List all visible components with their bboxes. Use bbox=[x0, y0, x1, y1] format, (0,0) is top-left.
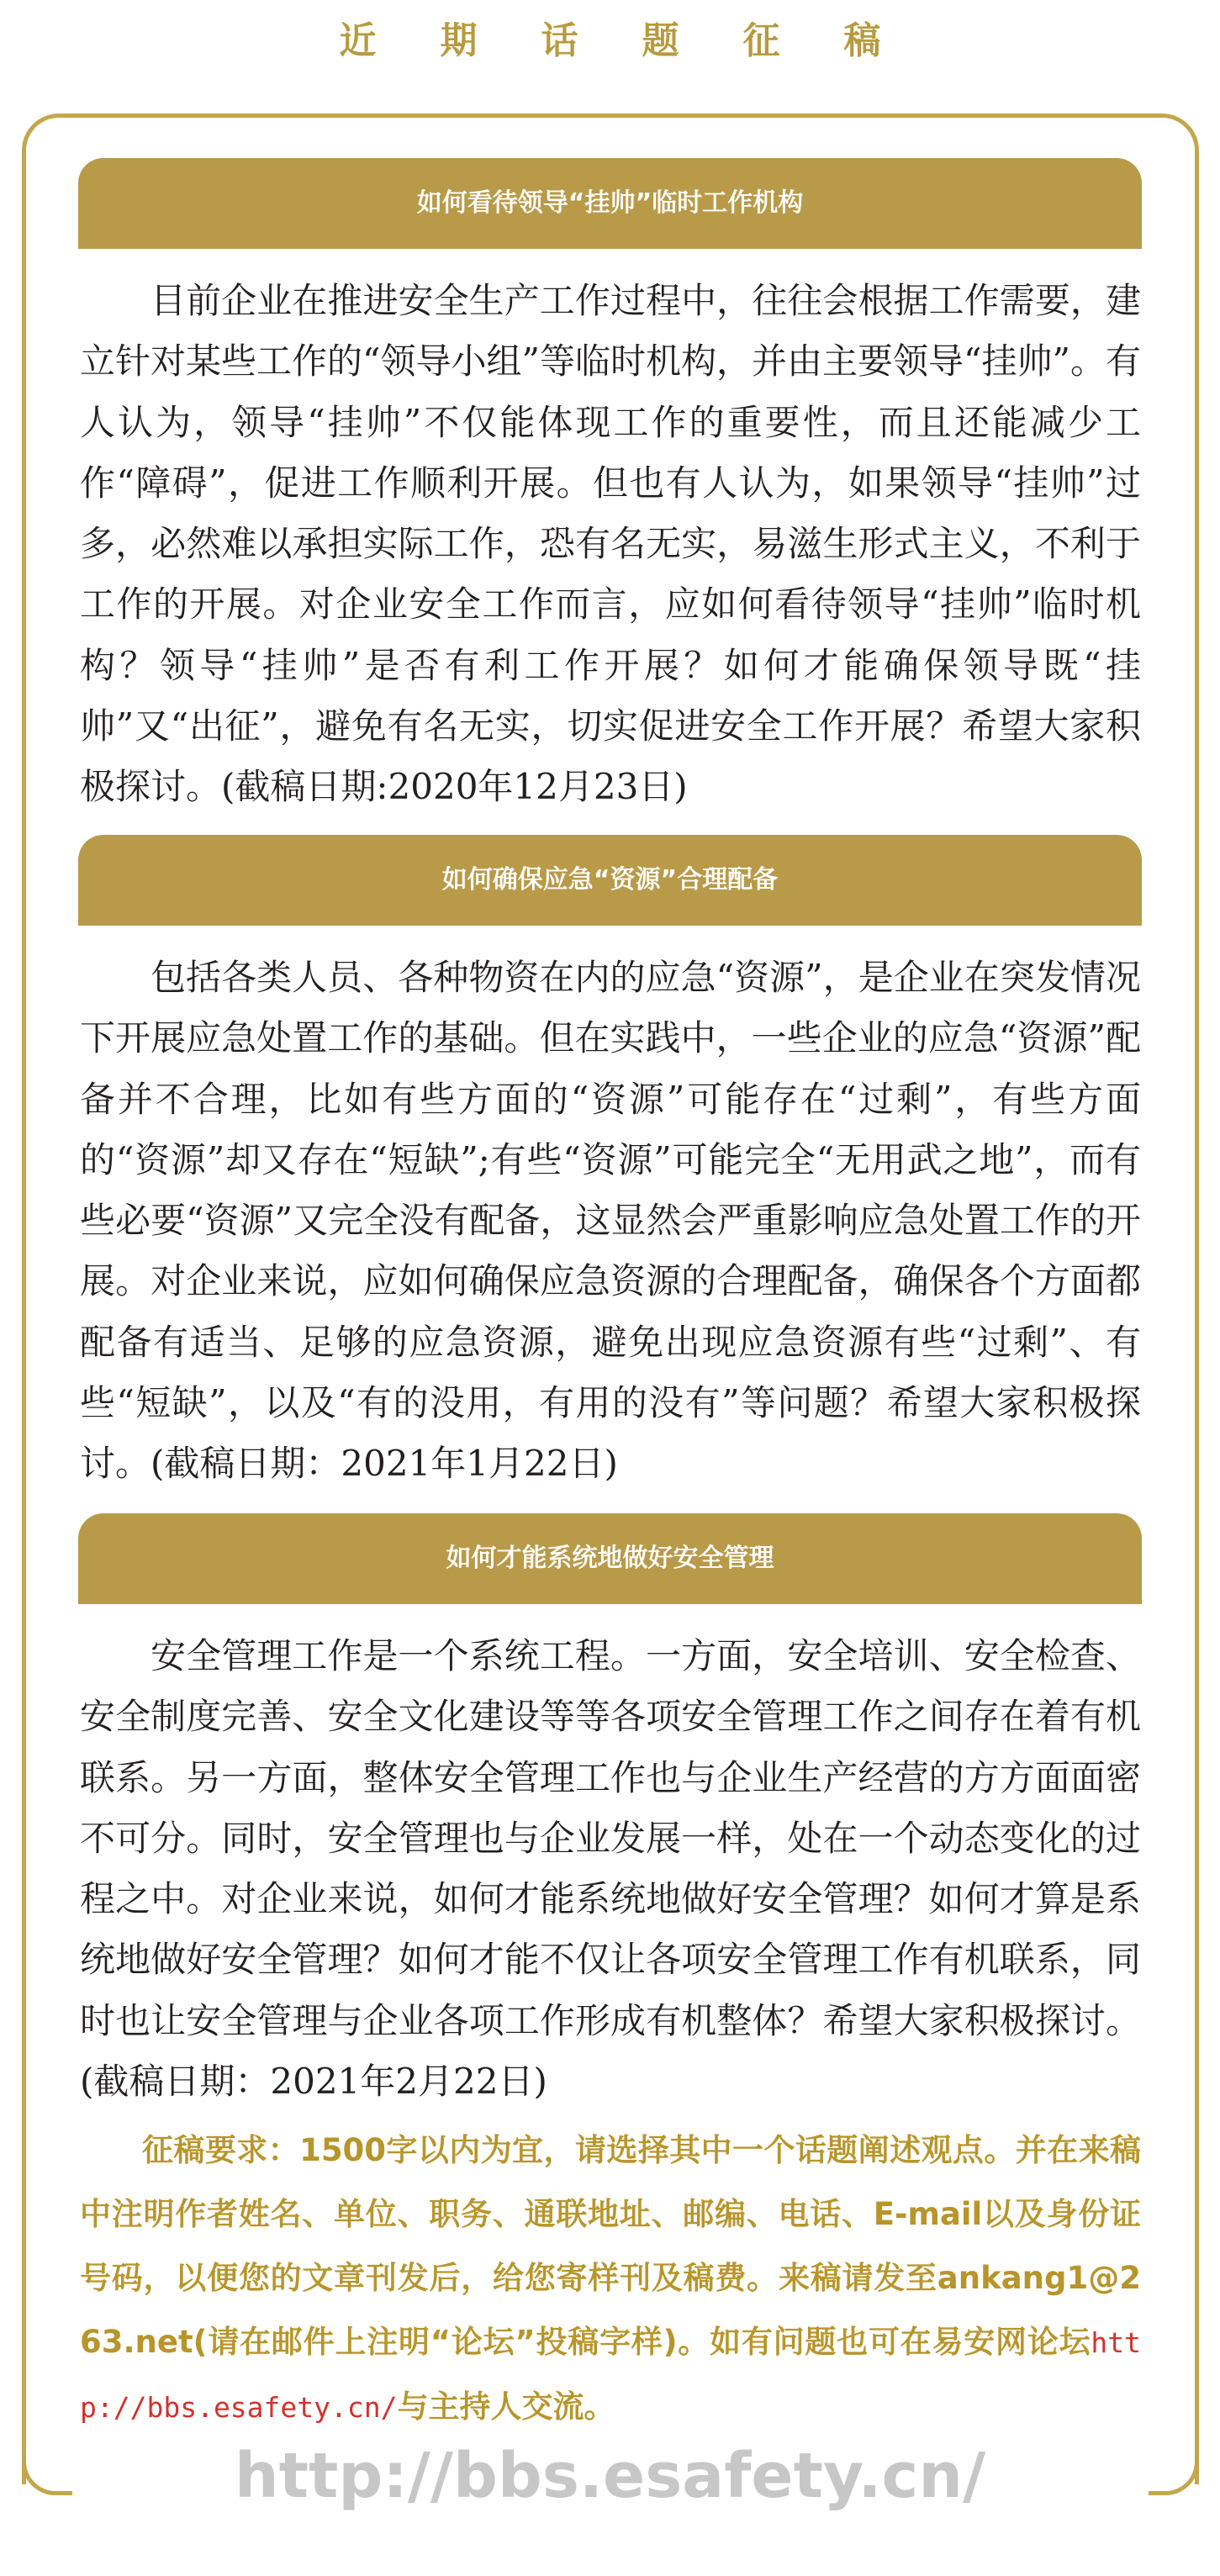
topic-1-body: 目前企业在推进安全生产工作过程中，往往会根据工作需要，建立针对某些工作的“领导小组”等临时机构，并由主要领导“挂帅”。有人认为，领导“挂帅”不仅能体现工作的重要性，而且还能减少工作“障碍”，促进工作顺利开展。但也有人认为，如果领导“挂帅”过多，必然难以承担实际工作，恐有名无实，易滋生形式主义，不利于工作的开展。对企业安全工作而言，应如何看待领导“挂帅”临时机构？领导“挂帅”是否有利工作开展？如何才能确保领导既“挂帅”又“出征”，避免有名无实，切实促进安全工作开展？希望大家积极探讨。(截稿日期:2020年12月23日) bbox=[80, 280, 1141, 808]
topic-2-body: 包括各类人员、各种物资在内的应急“资源”，是企业在突发情况下开展应急处置工作的基础。但在实践中，一些企业的应急“资源”配备并不合理，比如有些方面的“资源”可能存在“过剩”，有些方面的“资源”却又存在“短缺”;有些“资源”可能完全“无用武之地”，而有些必要“资源”又完全没有配备，这显然会严重影响应急处置工作的开展。对企业来说，应如何确保应急资源的合理配备，确保各个方面都配备有适当、足够的应急资源，避免出现应急资源有些“过剩”、有些“短缺”，以及“有的没用，有用的没有”等问题？希望大家积极探讨。(截稿日期：2021年1月22日) bbox=[80, 957, 1141, 1485]
topic-3-body: 安全管理工作是一个系统工程。一方面，安全培训、安全检查、安全制度完善、安全文化建设等等各项安全管理工作之间存在着有机联系。另一方面，整体安全管理工作也与企业生产经营的方方面面密不可分。同时，安全管理也与企业发展一样，处在一个动态变化的过程之中。对企业来说，如何才能系统地做好安全管理？如何才算是系统地做好安全管理？如何才能不仅让各项安全管理工作有机联系，同时也让安全管理与企业各项工作形成有机整体？希望大家积极探讨。(截稿日期：2021年2月22日) bbox=[80, 1635, 1141, 2103]
submission-requirements bbox=[80, 2119, 1141, 2440]
requirements-text: 征稿要求：1500字以内为宜，请选择其中一个话题阐述观点。并在来稿中注明作者姓名、单位、职务、通联地址、邮编、电话、E-mail以及身份证号码，以便您的文章刊发后，给您寄样刊及稿费。来稿请发至ankang1@263.net(请在邮件上注明“论坛”投稿字样)。如有问题也可在易安网论坛 bbox=[80, 2132, 1141, 2360]
topic-3-header: 如何才能系统地做好安全管理 bbox=[78, 1513, 1142, 1604]
footer-url bbox=[0, 2434, 1220, 2518]
page-title: 近期话题征稿 bbox=[339, 19, 945, 62]
requirements-text-end: 与主持人交流。 bbox=[397, 2389, 615, 2425]
footer-url-text: http://bbs.esafety.cn/ bbox=[226, 2440, 994, 2512]
topic-2-header: 如何确保应急“资源”合理配备 bbox=[78, 835, 1142, 926]
forum-link[interactable]: http://bbs.esafety.cn/ bbox=[80, 2326, 1141, 2424]
topic-1-header: 如何看待领导“挂帅”临时工作机构 bbox=[78, 158, 1142, 249]
